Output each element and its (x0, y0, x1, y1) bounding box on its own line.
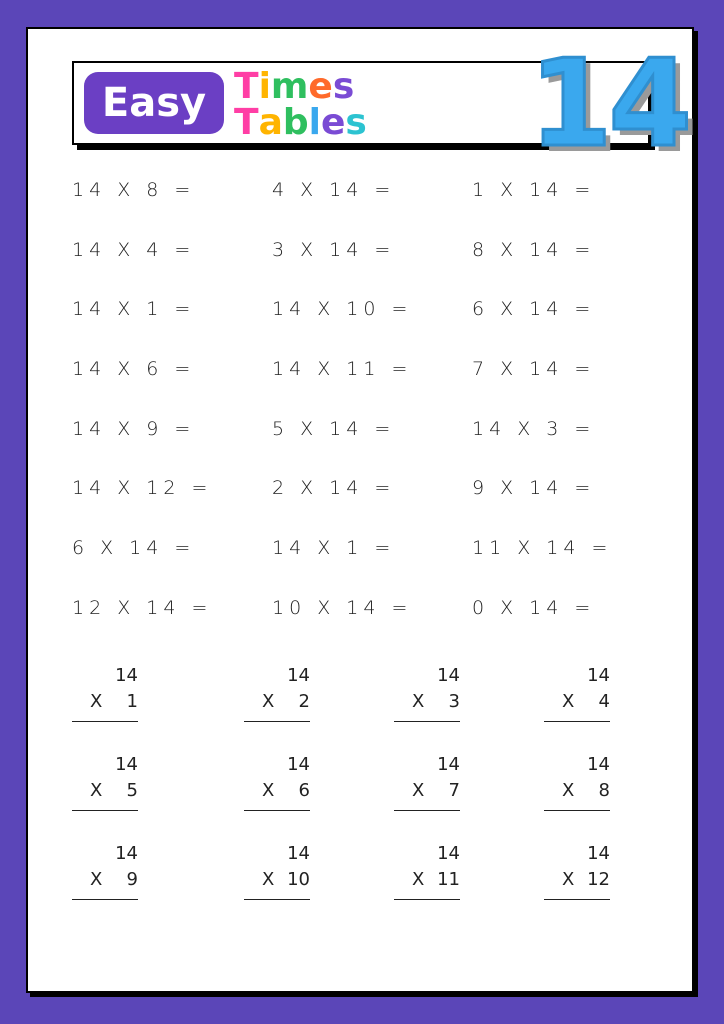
title-letter: e (320, 102, 346, 143)
top-factor: 14 (587, 843, 610, 864)
title-letter: e (308, 66, 333, 107)
bottom-row (72, 780, 138, 806)
bottom-row (544, 780, 610, 806)
vertical-problem (394, 665, 460, 722)
top-factor: 14 (115, 665, 138, 686)
top-factor: 14 (287, 843, 310, 864)
bottom-factor: 4 (598, 691, 610, 712)
bottom-factor: 5 (126, 780, 138, 801)
multiplication-problem: 14 X 3 = (472, 417, 596, 440)
bottom-row (394, 691, 460, 717)
multiplication-problem: 3 X 14 = (272, 238, 396, 261)
top-factor: 14 (115, 843, 138, 864)
answer-line (394, 721, 460, 722)
answer-line (544, 810, 610, 811)
bottom-row (244, 780, 310, 806)
problem-row (72, 239, 672, 299)
easy-badge: Easy (84, 72, 224, 134)
times-tables-title (234, 66, 367, 143)
title-banner (72, 35, 688, 174)
multiplication-problem: 6 X 14 = (72, 537, 196, 560)
vertical-problem (244, 843, 310, 900)
answer-line (244, 810, 310, 811)
answer-line (72, 810, 138, 811)
multiplication-problem: 14 X 4 = (72, 238, 196, 261)
answer-line (244, 899, 310, 900)
answer-line (394, 810, 460, 811)
bottom-factor: 7 (448, 780, 460, 801)
multiplication-problem: 1 X 14 = (472, 179, 596, 201)
multiplication-problem: 7 X 14 = (472, 358, 596, 381)
vertical-problem (544, 665, 610, 722)
title-letter: a (258, 102, 283, 143)
multiplication-problem: 9 X 14 = (472, 477, 596, 500)
title-letter: s (332, 66, 355, 107)
vertical-problem (244, 754, 310, 811)
bottom-row (394, 780, 460, 806)
multiplication-problem: 14 X 1 = (272, 537, 396, 560)
vertical-problem (72, 754, 138, 811)
bottom-row (244, 869, 310, 895)
vertical-problem (394, 843, 460, 900)
multiplication-problem: 4 X 14 = (272, 179, 396, 201)
bottom-factor: 3 (448, 691, 460, 712)
vertical-problem (72, 843, 138, 900)
problem-row (72, 179, 672, 239)
top-factor: 14 (437, 665, 460, 686)
top-factor: 14 (587, 754, 610, 775)
top-factor: 14 (437, 754, 460, 775)
multiply-sign: X (562, 869, 575, 890)
problem-row (72, 477, 672, 537)
multiplication-problem: 14 X 9 = (72, 417, 196, 440)
answer-line (244, 721, 310, 722)
vertical-problem (72, 665, 138, 722)
horizontal-problems (72, 179, 672, 657)
tables-word (234, 102, 367, 143)
vertical-problems (72, 665, 672, 900)
bottom-factor: 2 (298, 691, 310, 712)
top-factor: 14 (587, 665, 610, 686)
multiplication-problem: 14 X 12 = (72, 477, 213, 500)
problem-row (72, 537, 672, 597)
multiply-sign: X (90, 691, 103, 712)
bottom-factor: 8 (598, 780, 610, 801)
title-letter: T (234, 66, 259, 107)
multiply-sign: X (412, 869, 425, 890)
title-letter: b (282, 102, 309, 143)
table-number: 14 (529, 35, 688, 174)
vertical-problem (544, 843, 610, 900)
top-factor: 14 (287, 665, 310, 686)
times-word (234, 66, 367, 107)
multiplication-problem: 2 X 14 = (272, 477, 396, 500)
title-letter: s (345, 102, 367, 143)
title-letter: l (308, 102, 321, 143)
multiplication-problem: 10 X 14 = (272, 596, 413, 619)
top-factor: 14 (287, 754, 310, 775)
multiply-sign: X (562, 691, 575, 712)
answer-line (72, 721, 138, 722)
multiplication-problem: 14 X 11 = (272, 358, 413, 381)
problem-row (72, 358, 672, 418)
answer-line (394, 899, 460, 900)
multiplication-problem: 12 X 14 = (72, 596, 213, 619)
answer-line (544, 721, 610, 722)
title-letter: T (234, 102, 259, 143)
multiply-sign: X (90, 869, 103, 890)
multiply-sign: X (262, 780, 275, 801)
bottom-factor: 12 (587, 869, 610, 890)
multiplication-problem: 14 X 8 = (72, 179, 196, 201)
worksheet-page (26, 27, 694, 993)
bottom-factor: 10 (287, 869, 310, 890)
bottom-row (544, 869, 610, 895)
multiply-sign: X (262, 869, 275, 890)
multiplication-problem: 14 X 10 = (272, 298, 413, 321)
answer-line (544, 899, 610, 900)
problem-row (72, 597, 672, 657)
top-factor: 14 (115, 754, 138, 775)
vertical-problem (394, 754, 460, 811)
multiplication-problem: 8 X 14 = (472, 238, 596, 261)
multiplication-problem: 14 X 1 = (72, 298, 196, 321)
multiply-sign: X (562, 780, 575, 801)
title-letter: i (258, 66, 271, 107)
bottom-factor: 6 (298, 780, 310, 801)
problem-row (72, 418, 672, 478)
multiplication-problem: 5 X 14 = (272, 417, 396, 440)
bottom-row (544, 691, 610, 717)
multiply-sign: X (262, 691, 275, 712)
multiply-sign: X (90, 780, 103, 801)
multiplication-problem: 11 X 14 = (472, 537, 613, 560)
vertical-problem (544, 754, 610, 811)
vertical-problem (244, 665, 310, 722)
top-factor: 14 (437, 843, 460, 864)
problem-row (72, 298, 672, 358)
multiplication-problem: 6 X 14 = (472, 298, 596, 321)
title-letter: m (270, 66, 309, 107)
bottom-factor: 1 (126, 691, 138, 712)
bottom-row (244, 691, 310, 717)
bottom-row (394, 869, 460, 895)
multiplication-problem: 0 X 14 = (472, 596, 596, 619)
bottom-factor: 9 (126, 869, 138, 890)
multiply-sign: X (412, 691, 425, 712)
bottom-row (72, 869, 138, 895)
multiplication-problem: 14 X 6 = (72, 358, 196, 381)
bottom-factor: 11 (437, 869, 460, 890)
bottom-row (72, 691, 138, 717)
multiply-sign: X (412, 780, 425, 801)
answer-line (72, 899, 138, 900)
